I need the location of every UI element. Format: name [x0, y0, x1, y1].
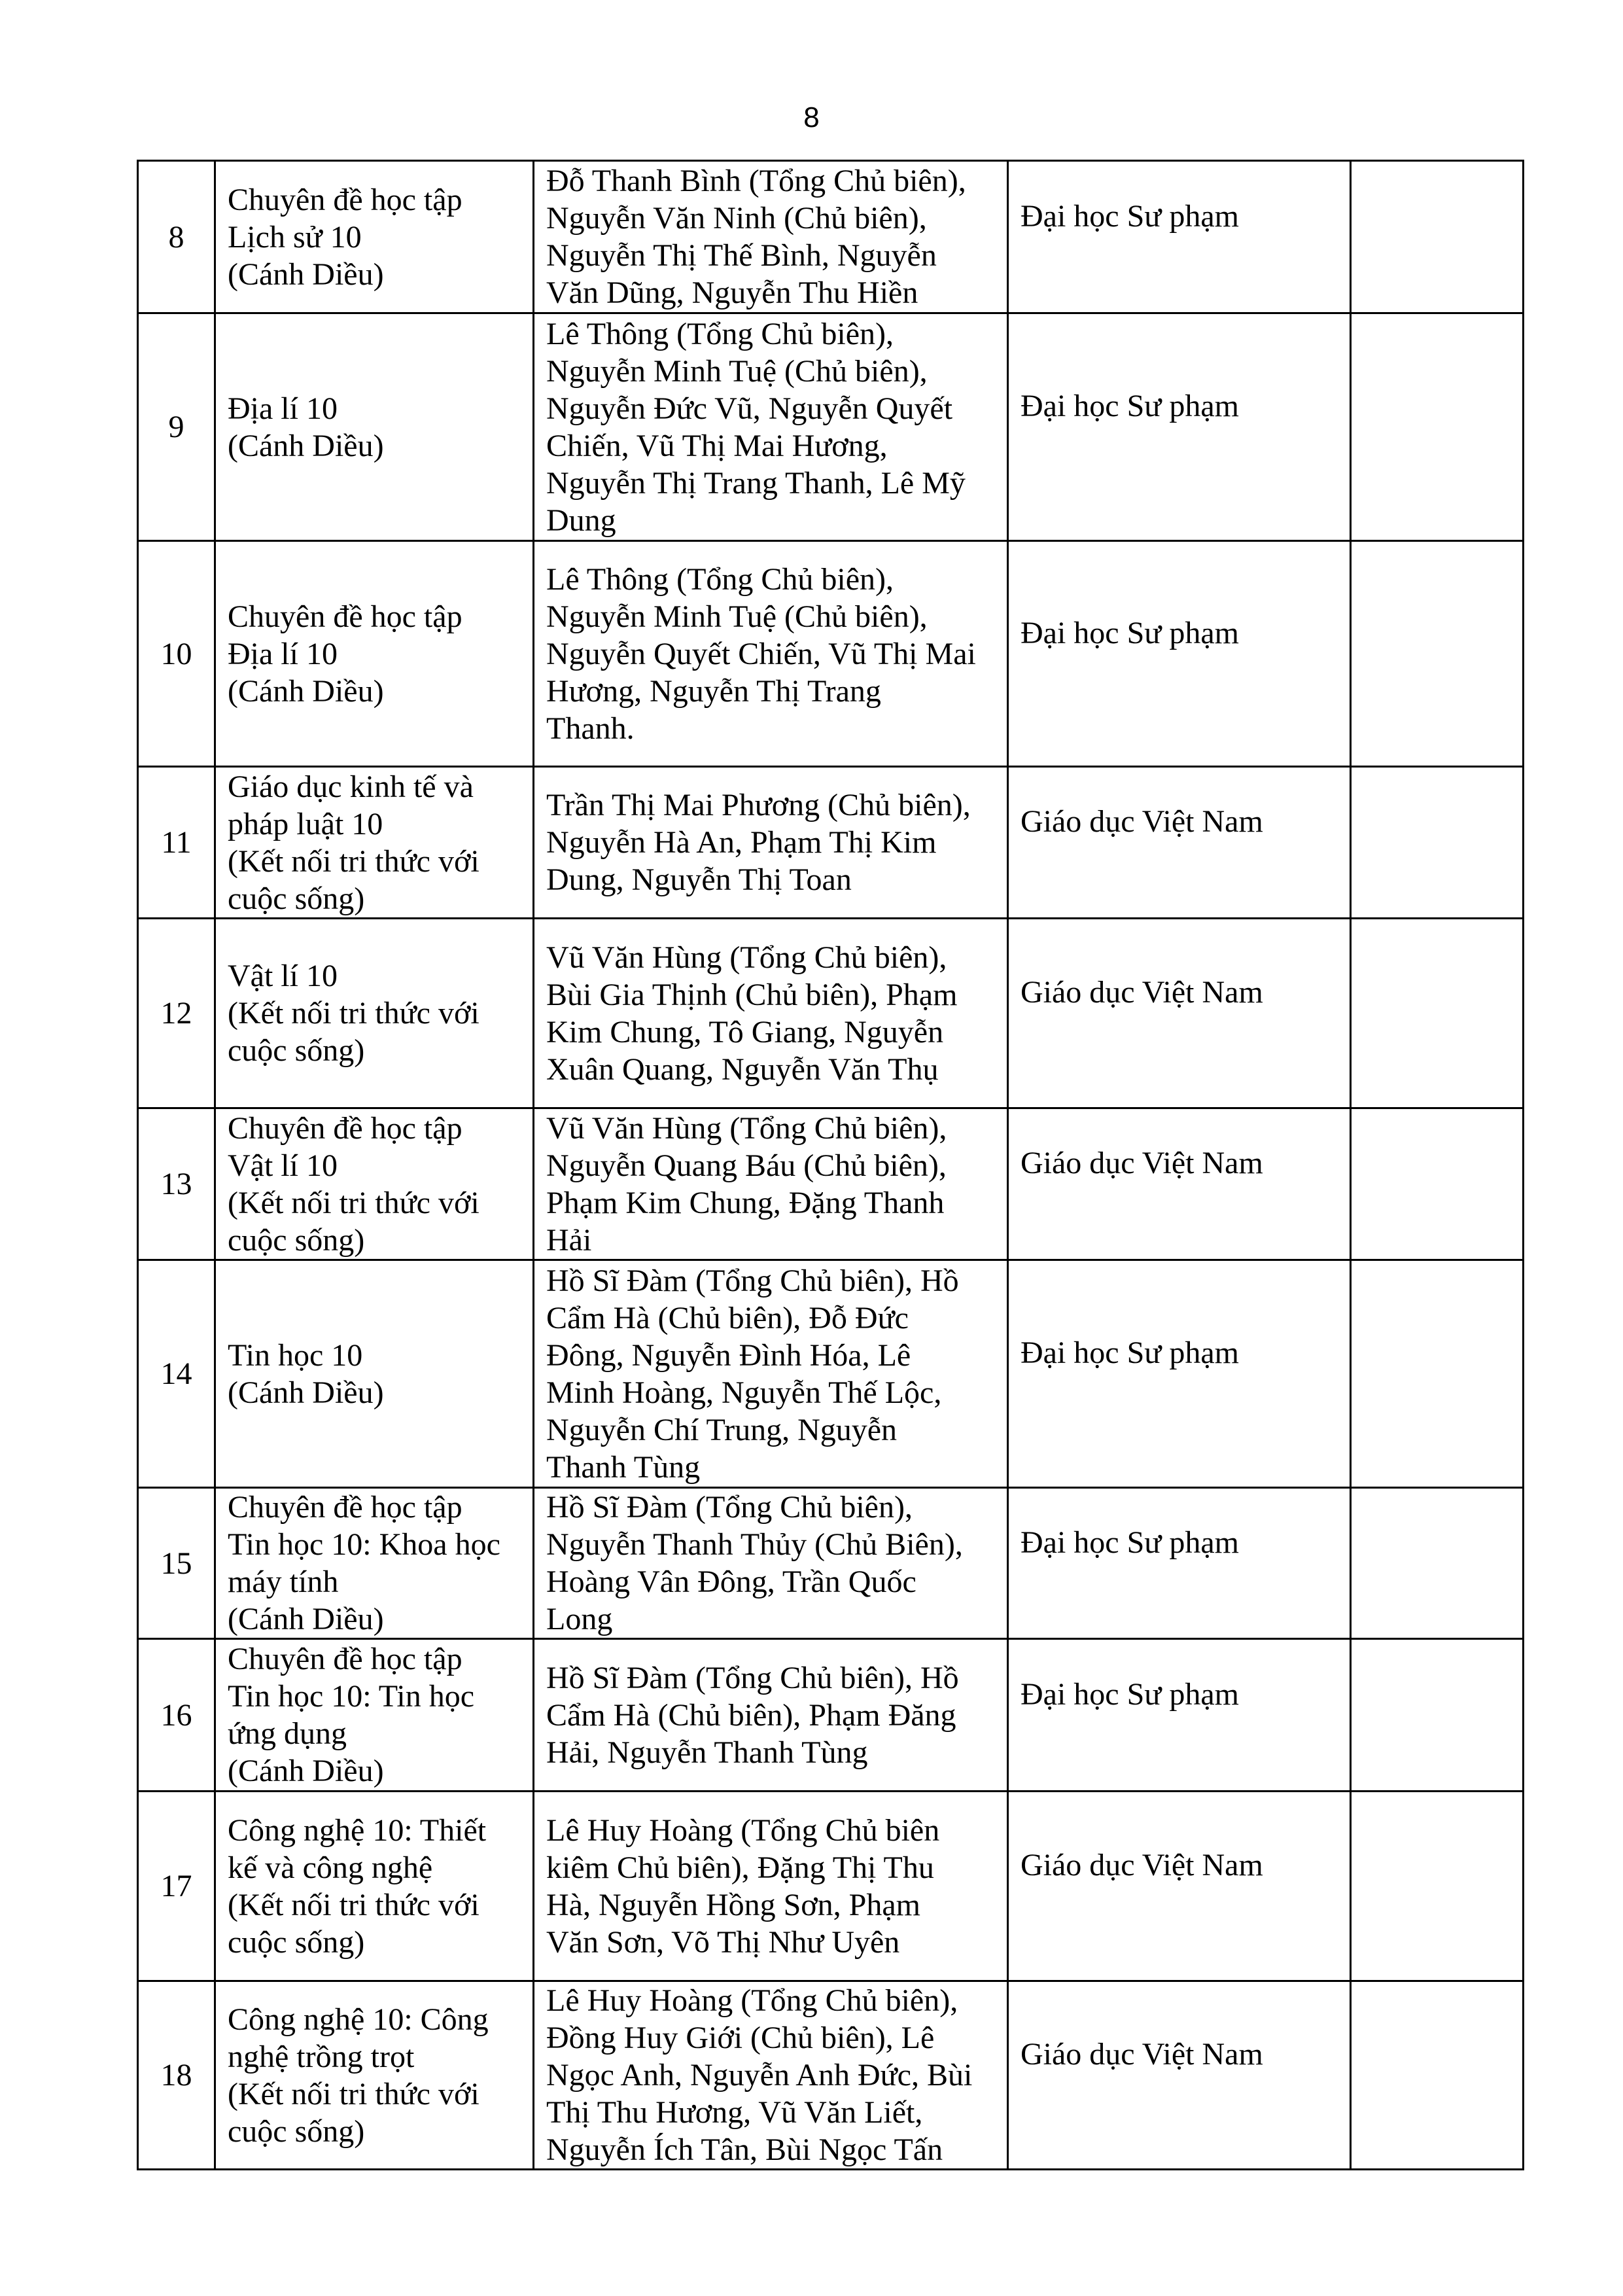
- publisher-cell: [1008, 919, 1351, 1108]
- book-title-line: Công nghệ 10: Công: [228, 2002, 489, 2037]
- authors-line: Xuân Quang, Nguyễn Văn Thụ: [546, 1051, 939, 1087]
- book-title-line: Công nghệ 10: Thiết: [228, 1812, 487, 1848]
- authors-line: Thanh Tùng: [546, 1449, 701, 1485]
- book-title-line: (Cánh Diều): [228, 1375, 384, 1410]
- publisher-name: Đại học Sư phạm: [1021, 1676, 1239, 1712]
- authors-cell: [534, 1792, 1008, 1981]
- empty-cell: [1351, 313, 1524, 541]
- authors-cell: [534, 919, 1008, 1108]
- row-number: 18: [138, 1981, 215, 2170]
- authors-line: Dung, Nguyễn Thị Toan: [546, 862, 852, 897]
- book-title-cell: [215, 541, 534, 767]
- book-title-cell: [215, 1792, 534, 1981]
- book-title-cell: [215, 1108, 534, 1260]
- table-row: [138, 1488, 1524, 1639]
- authors-line: Lê Huy Hoàng (Tổng Chủ biên: [546, 1812, 940, 1848]
- table-row: [138, 1639, 1524, 1792]
- publisher-cell: [1008, 161, 1351, 313]
- book-title-cell: [215, 919, 534, 1108]
- authors-line: Vũ Văn Hùng (Tổng Chủ biên),: [546, 1110, 947, 1146]
- book-title-line: (Kết nối tri thức với: [228, 843, 480, 879]
- authors-line: Nguyễn Minh Tuệ (Chủ biên),: [546, 353, 928, 389]
- book-title-line: Tin học 10: [228, 1337, 363, 1373]
- authors-cell: [534, 1108, 1008, 1260]
- publisher-name: Đại học Sư phạm: [1021, 198, 1239, 234]
- authors-cell: [534, 541, 1008, 767]
- authors-line: Đỗ Thanh Bình (Tổng Chủ biên),: [546, 164, 966, 198]
- authors-line: Văn Sơn, Võ Thị Như Uyên: [546, 1924, 900, 1960]
- book-title-line: Chuyên đề học tập: [228, 599, 462, 634]
- publisher-cell: [1008, 313, 1351, 541]
- book-title-line: kế và công nghệ: [228, 1850, 433, 1885]
- book-title-cell: [215, 1260, 534, 1488]
- authors-cell: [534, 767, 1008, 919]
- book-title-line: (Cánh Diều): [228, 1602, 384, 1636]
- empty-cell: [1351, 1108, 1524, 1260]
- publisher-name: Đại học Sư phạm: [1021, 1335, 1239, 1370]
- book-title-line: Vật lí 10: [228, 1148, 338, 1183]
- authors-line: Trần Thị Mai Phương (Chủ biên),: [546, 788, 971, 822]
- authors-line: Hồ Sĩ Đàm (Tổng Chủ biên),: [546, 1490, 913, 1525]
- authors-line: Nguyễn Chí Trung, Nguyễn: [546, 1412, 898, 1447]
- publisher-cell: [1008, 541, 1351, 767]
- publisher-cell: [1008, 1260, 1351, 1488]
- authors-line: Kim Chung, Tô Giang, Nguyễn: [546, 1014, 944, 1050]
- book-title-cell: [215, 1488, 534, 1639]
- book-title-line: nghệ trồng trọt: [228, 2039, 415, 2074]
- empty-cell: [1351, 161, 1524, 313]
- authors-line: Đông, Nguyễn Đình Hóa, Lê: [546, 1337, 911, 1373]
- empty-cell: [1351, 1639, 1524, 1792]
- authors-line: Hồ Sĩ Đàm (Tổng Chủ biên), Hồ: [546, 1660, 959, 1695]
- authors-line: Cẩm Hà (Chủ biên), Đỗ Đức: [546, 1300, 909, 1335]
- book-title-line: Địa lí 10: [228, 636, 338, 671]
- book-title-line: Tin học 10: Khoa học: [228, 1527, 500, 1562]
- table-row: [138, 919, 1524, 1108]
- book-title-line: Giáo dục kinh tế và: [228, 769, 474, 804]
- book-title-line: ứng dụng: [228, 1716, 347, 1751]
- book-title-line: Vật lí 10: [228, 959, 338, 993]
- authors-line: Dung: [546, 503, 616, 538]
- authors-line: Nguyễn Minh Tuệ (Chủ biên),: [546, 599, 928, 634]
- page-number: 8: [803, 101, 820, 133]
- authors-line: Hương, Nguyễn Thị Trang: [546, 673, 881, 709]
- book-title-line: cuộc sống): [228, 1222, 365, 1258]
- book-title-line: máy tính: [228, 1564, 339, 1599]
- publisher-cell: [1008, 1108, 1351, 1260]
- publisher-cell: [1008, 767, 1351, 919]
- book-title-line: Chuyên đề học tập: [228, 1490, 462, 1525]
- authors-line: Nguyễn Ích Tân, Bùi Ngọc Tấn: [546, 2132, 943, 2167]
- book-title-line: Chuyên đề học tập: [228, 1110, 462, 1146]
- publisher-cell: [1008, 1488, 1351, 1639]
- authors-line: Vũ Văn Hùng (Tổng Chủ biên),: [546, 940, 947, 975]
- book-title-line: (Kết nối tri thức với: [228, 996, 480, 1031]
- book-title-cell: [215, 161, 534, 313]
- table-row: [138, 1108, 1524, 1260]
- book-title-cell: [215, 1639, 534, 1792]
- row-number: 16: [138, 1639, 215, 1792]
- authors-line: Lê Thông (Tổng Chủ biên),: [546, 316, 894, 351]
- authors-line: Hồ Sĩ Đàm (Tổng Chủ biên), Hồ: [546, 1263, 959, 1298]
- publisher-name: Đại học Sư phạm: [1021, 389, 1239, 423]
- book-title-line: cuộc sống): [228, 881, 365, 916]
- table-row: [138, 313, 1524, 541]
- table-row: [138, 1792, 1524, 1981]
- authors-line: Hải, Nguyễn Thanh Tùng: [546, 1735, 868, 1770]
- authors-line: Lê Thông (Tổng Chủ biên),: [546, 561, 894, 597]
- book-title-line: pháp luật 10: [228, 806, 383, 841]
- authors-line: Nguyễn Quang Báu (Chủ biên),: [546, 1148, 947, 1183]
- book-title-line: Lịch sử 10: [228, 219, 362, 255]
- textbook-table: [137, 160, 1524, 2170]
- authors-cell: [534, 161, 1008, 313]
- authors-cell: [534, 1260, 1008, 1488]
- row-number: 9: [138, 313, 215, 541]
- book-title-line: Địa lí 10: [228, 391, 338, 426]
- authors-line: Nguyễn Văn Ninh (Chủ biên),: [546, 201, 927, 236]
- book-title-line: cuộc sống): [228, 2113, 365, 2149]
- row-number: 12: [138, 919, 215, 1108]
- authors-line: Minh Hoàng, Nguyễn Thế Lộc,: [546, 1375, 942, 1410]
- authors-line: Phạm Kim Chung, Đặng Thanh: [546, 1185, 945, 1220]
- row-number: 15: [138, 1488, 215, 1639]
- authors-cell: [534, 313, 1008, 541]
- authors-line: Hoàng Vân Đông, Trần Quốc: [546, 1564, 916, 1599]
- empty-cell: [1351, 1981, 1524, 2170]
- empty-cell: [1351, 1488, 1524, 1639]
- authors-line: Nguyễn Hà An, Phạm Thị Kim: [546, 825, 937, 860]
- publisher-name: Giáo dục Việt Nam: [1021, 2037, 1263, 2072]
- authors-line: Hải: [546, 1222, 592, 1258]
- authors-line: Long: [546, 1602, 613, 1636]
- book-title-line: (Cánh Diều): [228, 673, 384, 709]
- publisher-name: Giáo dục Việt Nam: [1021, 975, 1263, 1010]
- authors-line: Bùi Gia Thịnh (Chủ biên), Phạm: [546, 977, 958, 1012]
- authors-line: Đồng Huy Giới (Chủ biên), Lê: [546, 2021, 935, 2055]
- book-title-cell: [215, 313, 534, 541]
- table-row: [138, 1260, 1524, 1488]
- empty-cell: [1351, 1260, 1524, 1488]
- book-title-line: (Kết nối tri thức với: [228, 2076, 480, 2111]
- empty-cell: [1351, 541, 1524, 767]
- table-row: [138, 767, 1524, 919]
- authors-line: Nguyễn Đức Vũ, Nguyễn Quyết: [546, 391, 953, 426]
- row-number: 11: [138, 767, 215, 919]
- row-number: 17: [138, 1792, 215, 1981]
- authors-line: Ngọc Anh, Nguyễn Anh Đức, Bùi: [546, 2058, 973, 2093]
- table-row: [138, 541, 1524, 767]
- authors-cell: [534, 1639, 1008, 1792]
- book-title-line: cuộc sống): [228, 1924, 365, 1960]
- book-title-line: (Kết nối tri thức với: [228, 1185, 480, 1220]
- authors-line: Nguyễn Quyết Chiến, Vũ Thị Mai: [546, 636, 976, 671]
- authors-line: Văn Dũng, Nguyễn Thu Hiền: [546, 275, 918, 310]
- authors-cell: [534, 1981, 1008, 2170]
- book-title-line: Tin học 10: Tin học: [228, 1679, 475, 1714]
- publisher-name: Đại học Sư phạm: [1021, 615, 1239, 650]
- authors-line: Lê Huy Hoàng (Tổng Chủ biên),: [546, 1983, 958, 2018]
- row-number: 10: [138, 541, 215, 767]
- book-title-line: (Cánh Diều): [228, 256, 384, 292]
- table-body: [138, 161, 1524, 2170]
- book-title-line: Chuyên đề học tập: [228, 182, 462, 217]
- book-title-line: (Kết nối tri thức với: [228, 1887, 480, 1922]
- row-number: 13: [138, 1108, 215, 1260]
- authors-cell: [534, 1488, 1008, 1639]
- publisher-name: Giáo dục Việt Nam: [1021, 804, 1263, 839]
- publisher-cell: [1008, 1639, 1351, 1792]
- table-row: [138, 1981, 1524, 2170]
- authors-line: Nguyễn Thị Thế Bình, Nguyễn: [546, 238, 937, 273]
- publisher-name: Đại học Sư phạm: [1021, 1525, 1239, 1560]
- authors-line: kiêm Chủ biên), Đặng Thị Thu: [546, 1850, 934, 1885]
- book-title-line: (Cánh Diều): [228, 428, 384, 463]
- authors-line: Cẩm Hà (Chủ biên), Phạm Đăng: [546, 1697, 956, 1733]
- book-title-cell: [215, 1981, 534, 2170]
- authors-line: Nguyễn Thị Trang Thanh, Lê Mỹ: [546, 465, 966, 501]
- row-number: 14: [138, 1260, 215, 1488]
- empty-cell: [1351, 1792, 1524, 1981]
- table-row: [138, 161, 1524, 313]
- publisher-cell: [1008, 1792, 1351, 1981]
- empty-cell: [1351, 767, 1524, 919]
- authors-line: Thị Thu Hương, Vũ Văn Liết,: [546, 2095, 923, 2130]
- publisher-name: Giáo dục Việt Nam: [1021, 1146, 1263, 1180]
- book-title-line: (Cánh Diều): [228, 1754, 384, 1788]
- publisher-name: Giáo dục Việt Nam: [1021, 1848, 1263, 1882]
- book-title-cell: [215, 767, 534, 919]
- publisher-cell: [1008, 1981, 1351, 2170]
- authors-line: Hà, Nguyễn Hồng Sơn, Phạm: [546, 1887, 921, 1922]
- row-number: 8: [138, 161, 215, 313]
- authors-line: Chiến, Vũ Thị Mai Hương,: [546, 428, 888, 463]
- book-title-line: Chuyên đề học tập: [228, 1642, 462, 1676]
- book-title-line: cuộc sống): [228, 1033, 365, 1068]
- empty-cell: [1351, 919, 1524, 1108]
- authors-line: Nguyễn Thanh Thủy (Chủ Biên),: [546, 1527, 963, 1562]
- authors-line: Thanh.: [546, 711, 635, 746]
